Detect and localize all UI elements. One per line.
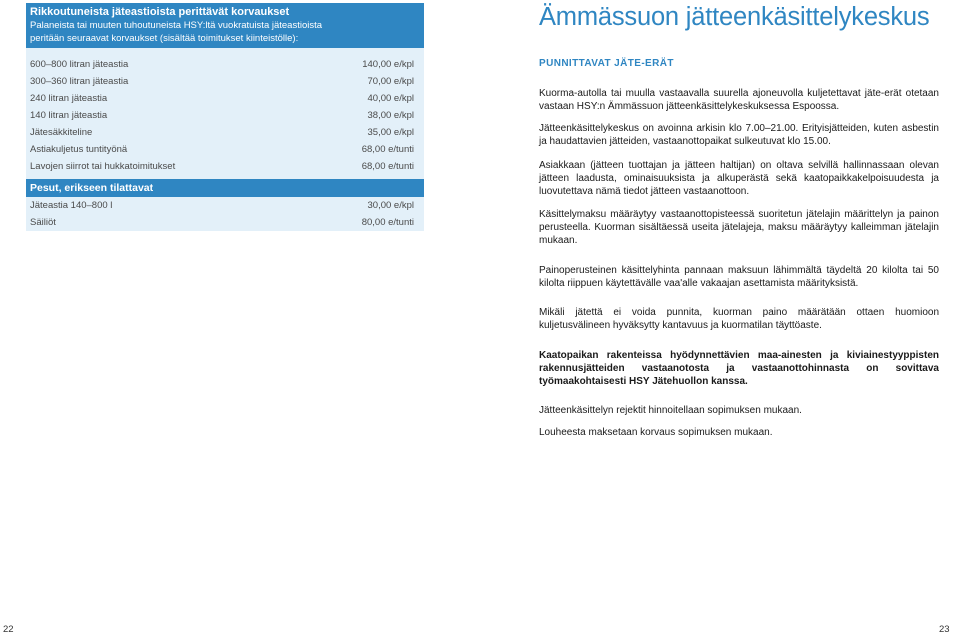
paragraph-9: Louheesta maksetaan korvaus sopimuksen mukaan. (539, 427, 773, 438)
table-row (26, 56, 424, 73)
row-price: 38,00 e/kpl (367, 110, 414, 121)
paragraph-6: Mikäli jätettä ei voida punnita, kuorman paino määrätään ottaen huomioon kuljetusvälineen hyväksytty kantavuus ja kuormatilan täyttöaste. (539, 307, 939, 331)
table-subtitle-2: peritään seuraavat korvaukset (sisältää toimitukset kiinteistölle): (30, 33, 299, 44)
page-number-right: 23 (939, 624, 950, 635)
row-label: 240 litran jäteastia (30, 93, 108, 104)
row-label: Säiliöt (30, 217, 56, 228)
row-label: 600–800 litran jäteastia (30, 59, 129, 70)
row-price: 30,00 e/kpl (367, 200, 414, 211)
table-row (26, 214, 424, 231)
table-body (26, 48, 424, 231)
paragraph-7: Kaatopaikan rakenteissa hyödynnettävien maa-ainesten ja kiviainestyyppisten rakennusjätteiden vastaanotosta ja vastaanottohinnasta on sovittava työmaakohtaisesti HSY Jätehuollon kanssa. (539, 350, 939, 387)
row-price: 68,00 e/tunti (361, 144, 414, 155)
row-price: 40,00 e/kpl (367, 93, 414, 104)
table-row (26, 158, 424, 175)
table-header (26, 3, 424, 48)
row-price: 68,00 e/tunti (361, 161, 414, 172)
table-row (26, 197, 424, 214)
text-column (539, 2, 939, 439)
row-label: Jätesäkkiteline (30, 127, 93, 138)
row-price: 140,00 e/kpl (362, 59, 414, 70)
row-price: 70,00 e/kpl (367, 76, 414, 87)
table-row (26, 90, 424, 107)
paragraph-3: Asiakkaan (jätteen tuottajan ja jätteen haltijan) on oltava selvillä hallinnassaan olevan jätteen laadusta, ominaisuuksista ja alkuperästä sekä kaatopaikkakelpoisuudesta ja luovutettava nämä tiedot jätteen vastaanottoon. (539, 160, 939, 197)
paragraph-8: Jätteenkäsittelyn rejektit hinnoitellaan sopimuksen mukaan. (539, 405, 802, 416)
paragraph-2: Jätteenkäsittelykeskus on avoinna arkisin klo 7.00–21.00. Erityisjätteiden, kuten asbestin ja haudattavien jätteiden, vastaanottopaikat sulkeutuvat klo 15.00. (539, 123, 939, 147)
row-label: 140 litran jäteastia (30, 110, 108, 121)
table-row (26, 73, 424, 90)
compensation-table (26, 3, 424, 231)
paragraph-4: Käsittelymaksu määräytyy vastaanottopisteessä suoritetun jätelajin määrittelyn ja painon perusteella. Kuorman sisältäessä useita jätelajeja, maksu määräytyy kalleimman jätelajin mukaan. (539, 209, 939, 246)
washing-section-title: Pesut, erikseen tilattavat (26, 179, 424, 197)
row-price: 80,00 e/tunti (361, 217, 414, 228)
paragraph-5: Painoperusteinen käsittelyhinta pannaan maksuun lähimmältä täydeltä 20 kilolta tai 50 kilolta riippuen käytettävälle vaa'alle vakaajan asettamista määrityksistä. (539, 265, 939, 289)
page-number-left: 22 (3, 624, 14, 635)
table-title: Rikkoutuneista jäteastioista perittävät korvaukset (30, 6, 290, 18)
row-label: Lavojen siirrot tai hukkatoimitukset (30, 161, 176, 172)
row-label: 300–360 litran jäteastia (30, 76, 129, 87)
table-row (26, 107, 424, 124)
table-row (26, 141, 424, 158)
row-label: Jäteastia 140–800 l (30, 200, 113, 211)
row-label: Astiakuljetus tuntityönä (30, 144, 128, 155)
page-title: Ämmässuon jätteenkäsittelykeskus (539, 3, 930, 31)
section-heading: PUNNITTAVAT JÄTE-ERÄT (539, 58, 674, 69)
row-price: 35,00 e/kpl (367, 127, 414, 138)
paragraph-1: Kuorma-autolla tai muulla vastaavalla suurella ajoneuvolla kuljetettavat jäte-erät otetaan vastaan HSY:n Ämmässuon jätteenkäsittelykeskuksessa Espoossa. (539, 88, 939, 112)
table-subtitle-1: Palaneista tai muuten tuhoutuneista HSY:ltä vuokratuista jäteastioista (30, 20, 323, 31)
table-row (26, 124, 424, 141)
